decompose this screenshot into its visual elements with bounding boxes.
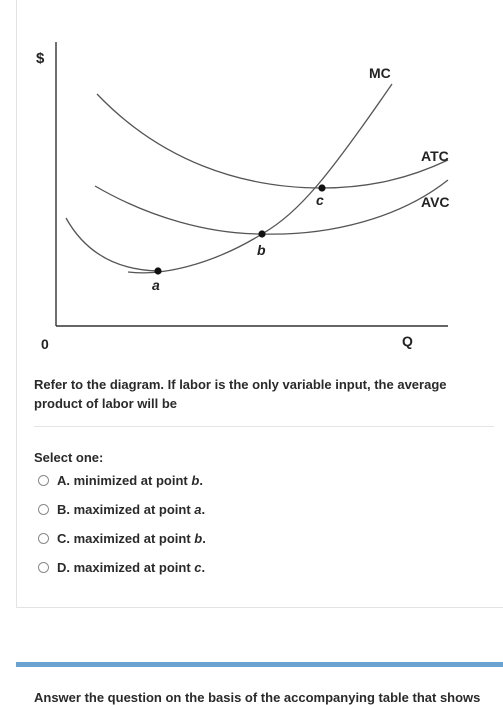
radio-button-icon[interactable] <box>38 562 49 573</box>
avc-label: AVC <box>421 194 450 210</box>
option-d[interactable] <box>38 557 338 577</box>
x-axis-label: Q <box>402 333 413 349</box>
point-b-label: b <box>257 242 266 258</box>
question-text: Refer to the diagram. If labor is the only variable input, the average product of labor will be <box>34 377 447 411</box>
next-question-accent-bar <box>16 662 503 667</box>
next-question-text: Answer the question on the basis of the accompanying table that shows <box>34 690 481 705</box>
option-b[interactable] <box>38 499 338 519</box>
y-axis-label: $ <box>36 50 45 67</box>
point-c-label: c <box>316 192 324 208</box>
select-one-label: Select one: <box>34 450 104 465</box>
option-d-text: D. maximized at point c. <box>57 559 206 575</box>
radio-button-icon[interactable] <box>38 475 49 486</box>
option-a-text: A. minimized at point b. <box>57 472 203 488</box>
long-u-curve <box>66 218 158 271</box>
mc-label: MC <box>369 65 391 81</box>
option-a[interactable] <box>38 470 338 490</box>
option-c[interactable] <box>38 528 338 548</box>
point-c-dot <box>318 184 325 191</box>
radio-button-icon[interactable] <box>38 533 49 544</box>
atc-curve <box>97 94 448 188</box>
atc-label: ATC <box>421 148 449 164</box>
point-b-dot <box>258 230 265 237</box>
radio-button-icon[interactable] <box>38 504 49 515</box>
avc-curve <box>95 180 448 234</box>
option-b-text: B. maximized at point a. <box>57 501 206 517</box>
option-c-text: C. maximized at point b. <box>57 530 206 546</box>
origin-label: 0 <box>41 336 49 352</box>
point-a-label: a <box>152 277 160 293</box>
point-a-dot <box>154 267 161 274</box>
question-divider <box>34 426 494 427</box>
